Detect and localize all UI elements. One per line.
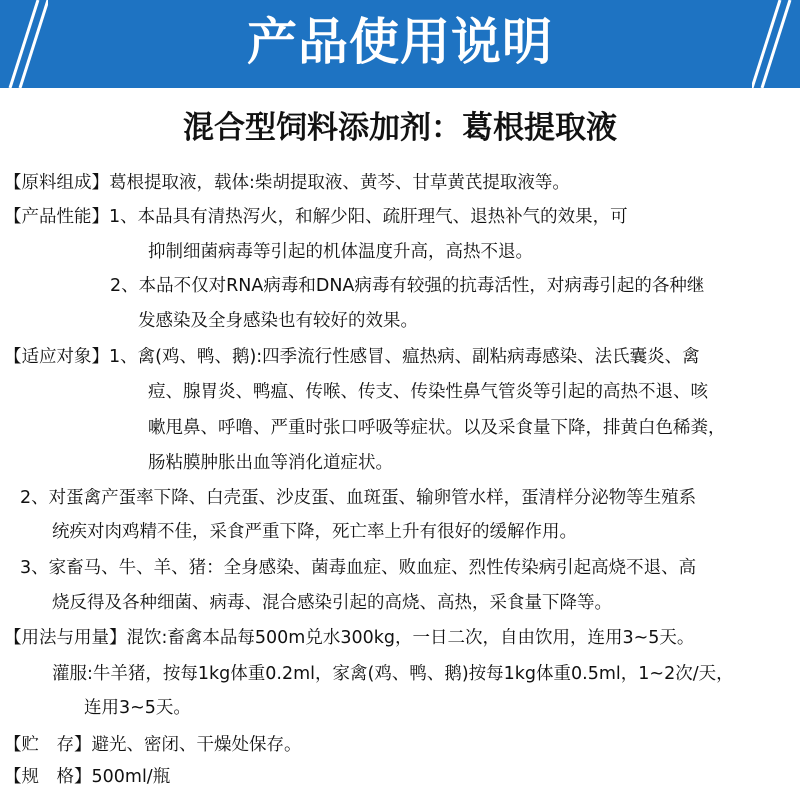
document-title: 混合型饲料添加剂：葛根提取液 [183,110,617,146]
indication-line: 烧反得及各种细菌、病毒、混合感染引起的高烧、高热，采食量下降等。 [52,593,612,613]
performance-line: 抑制细菌病毒等引起的机体温度升高，高热不退。 [148,242,533,262]
indication-line: 肠粘膜肿胀出血等消化道症状。 [148,453,393,473]
ingredients-line: 【原料组成】葛根提取液，载体:柴胡提取液、黄芩、甘草黄芪提取液等。 [4,173,570,193]
dosage-line: 连用3~5天。 [84,698,191,718]
specification-line: 【规 格】500ml/瓶 [4,767,171,787]
indication-line: 统疾对肉鸡精不佳，采食严重下降，死亡率上升有很好的缓解作用。 [52,522,577,542]
diagonal-stripes-decoration [752,0,792,88]
indication-line: 痘、腺胃炎、鸭瘟、传喉、传支、传染性鼻气管炎等引起的高热不退、咳 [148,382,708,402]
indication-line: 3、家畜马、牛、羊、猪：全身感染、菌毒血症、败血症、烈性传染病引起高烧不退、高 [20,558,697,578]
indication-line: 2、对蛋禽产蛋率下降、白壳蛋、沙皮蛋、血斑蛋、输卵管水样，蛋清样分泌物等生殖系 [20,488,697,508]
performance-line: 2、本品不仅对RNA病毒和DNA病毒有较强的抗毒活性，对病毒引起的各种继 [110,276,705,296]
header-banner [0,0,800,88]
storage-line: 【贮 存】避光、密闭、干燥处保存。 [4,735,302,755]
dosage-line: 【用法与用量】混饮:畜禽本品每500m兑水300kg，一日二次，自由饮用，连用3~5天。 [4,628,695,648]
performance-line: 【产品性能】1、本品具有清热泻火，和解少阳、疏肝理气、退热补气的效果，可 [4,207,628,227]
banner-title: 产品使用说明 [247,13,553,71]
indication-line: 【适应对象】1、禽(鸡、鸭、鹅):四季流行性感冒、瘟热病、副粘病毒感染、法氏囊炎、禽 [4,347,700,367]
indication-line: 嗽甩鼻、呼噜、严重时张口呼吸等症状。以及采食量下降，排黄白色稀粪， [148,418,726,438]
dosage-line: 灌服:牛羊猪，按每1kg体重0.2ml，家禽(鸡、鸭、鹅)按每1kg体重0.5ml，1~2次/天， [52,664,734,684]
performance-line: 发感染及全身感染也有较好的效果。 [138,311,418,331]
